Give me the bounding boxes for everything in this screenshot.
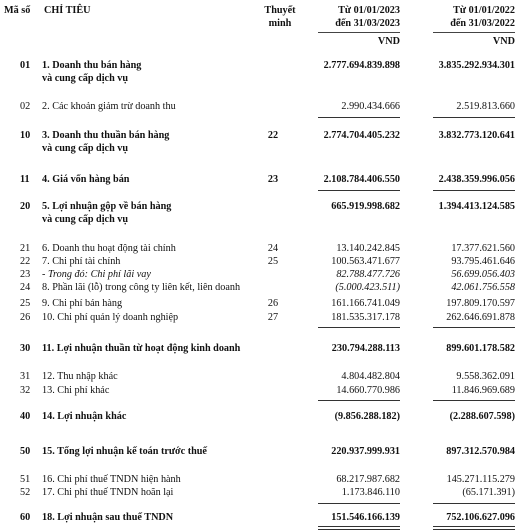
- row-code: 60: [20, 512, 31, 523]
- row-label-2: và cung cấp dịch vụ: [42, 73, 129, 84]
- header-indicator: CHỈ TIÊU: [44, 5, 91, 16]
- row-value-2023: 2.774.704.405.232: [323, 130, 400, 141]
- row-value-2023: 151.546.166.139: [331, 512, 400, 523]
- row-code: 22: [20, 256, 31, 267]
- row-code: 51: [20, 474, 31, 485]
- row-label: 2. Các khoản giảm trừ doanh thu: [42, 101, 176, 112]
- row-label-2: và cung cấp dịch vụ: [42, 143, 129, 154]
- header-col1-rule: [318, 32, 400, 33]
- row-code: 21: [20, 243, 31, 254]
- header-code: Mã số: [4, 5, 31, 16]
- row-value-2022: 897.312.570.984: [446, 446, 515, 457]
- row-label: 9. Chi phí bán hàng: [42, 298, 123, 309]
- row-label: 17. Chi phí thuế TNDN hoãn lại: [42, 487, 174, 498]
- row-value-2022: 42.061.756.558: [451, 282, 515, 293]
- row-value-2022: 2.519.813.660: [456, 101, 515, 112]
- row-label: 4. Giá vốn hàng bán: [42, 174, 130, 185]
- row-value-2022: 2.438.359.996.056: [438, 174, 515, 185]
- row-value-2022: 262.646.691.878: [446, 312, 515, 323]
- row-label: 7. Chi phí tài chính: [42, 256, 121, 267]
- total-double-rule-2: [433, 526, 515, 530]
- row-value-2023: 1.173.846.110: [341, 487, 400, 498]
- row-value-2023: (9.856.288.182): [334, 411, 400, 422]
- row-label-2: và cung cấp dịch vụ: [42, 214, 129, 225]
- row-value-2022: 899.601.178.582: [446, 343, 515, 354]
- subtotal-rule-2: [433, 327, 515, 328]
- header-col1-line1: Từ 01/01/2023: [338, 5, 400, 16]
- table-header: [0, 0, 524, 56]
- row-value-2023: 161.166.741.049: [331, 298, 400, 309]
- header-col2-line2: đến 31/03/2022: [450, 18, 515, 29]
- row-label: 15. Tổng lợi nhuận kế toán trước thuế: [42, 446, 207, 457]
- row-value-2023: 230.794.288.113: [331, 343, 400, 354]
- row-note: 26: [267, 298, 279, 309]
- row-value-2022: (2.288.607.598): [449, 411, 515, 422]
- header-col2-rule: [433, 32, 515, 33]
- row-label: 10. Chi phí quản lý doanh nghiệp: [42, 312, 179, 323]
- row-code: 40: [20, 411, 31, 422]
- header-col1-line2: đến 31/03/2023: [335, 18, 400, 29]
- row-value-2023: 82.788.477.726: [336, 269, 400, 280]
- row-label: 18. Lợi nhuận sau thuế TNDN: [42, 512, 174, 523]
- row-label: 11. Lợi nhuận thuần từ hoạt động kinh doanh: [42, 343, 241, 354]
- subtotal-rule-2: [433, 190, 515, 191]
- row-value-2022: 56.699.056.403: [451, 269, 515, 280]
- subtotal-rule-1: [318, 117, 400, 118]
- subtotal-rule-2: [433, 117, 515, 118]
- row-code: 31: [20, 371, 31, 382]
- row-code: 24: [20, 282, 31, 293]
- row-note: 25: [267, 256, 279, 267]
- row-code: 52: [20, 487, 31, 498]
- row-value-2022: 3.835.292.934.301: [438, 60, 515, 71]
- subtotal-rule-1: [318, 190, 400, 191]
- row-value-2023: 2.777.694.839.898: [323, 60, 400, 71]
- row-value-2022: 93.795.461.646: [451, 256, 515, 267]
- row-value-2022: 1.394.413.124.585: [438, 201, 515, 212]
- total-double-rule-1: [318, 526, 400, 530]
- header-col2-unit: VND: [492, 36, 515, 47]
- row-label: 3. Doanh thu thuần bán hàng: [42, 130, 170, 141]
- row-note: 27: [267, 312, 279, 323]
- header-col1-unit: VND: [377, 36, 400, 47]
- row-value-2023: (5.000.423.511): [335, 282, 400, 293]
- row-value-2022: 9.558.362.091: [456, 371, 515, 382]
- row-label: 12. Thu nhập khác: [42, 371, 118, 382]
- row-code: 23: [20, 269, 31, 280]
- row-label: 13. Chi phí khác: [42, 385, 110, 396]
- row-code: 26: [20, 312, 31, 323]
- row-value-2023: 100.563.471.677: [331, 256, 400, 267]
- row-label: 6. Doanh thu hoạt động tài chính: [42, 243, 176, 254]
- row-label: 1. Doanh thu bán hàng: [42, 60, 142, 71]
- row-code: 10: [20, 130, 31, 141]
- row-value-2022: 3.832.773.120.641: [438, 130, 515, 141]
- subtotal-rule-1: [318, 400, 400, 401]
- row-label: - Trong đó: Chi phí lãi vay: [42, 269, 151, 280]
- header-note-2: minh: [268, 18, 292, 29]
- row-label: 8. Phần lãi (lỗ) trong công ty liên kết, liên doanh: [42, 282, 241, 293]
- row-value-2023: 2.108.784.406.550: [323, 174, 400, 185]
- row-code: 01: [20, 60, 31, 71]
- row-code: 30: [20, 343, 31, 354]
- row-value-2022: 145.271.115.279: [446, 474, 515, 485]
- row-value-2023: 2.990.434.666: [341, 101, 400, 112]
- row-code: 11: [20, 174, 30, 185]
- row-value-2022: 11.846.969.689: [451, 385, 515, 396]
- row-note: 22: [267, 130, 279, 141]
- header-note-1: Thuyết: [264, 5, 296, 16]
- row-code: 20: [20, 201, 31, 212]
- row-value-2022: 752.106.627.096: [446, 512, 515, 523]
- row-value-2022: (65.171.391): [462, 487, 515, 498]
- row-code: 50: [20, 446, 31, 457]
- row-value-2022: 17.377.621.560: [451, 243, 515, 254]
- row-note: 23: [267, 174, 279, 185]
- subtotal-rule-1: [318, 503, 400, 504]
- row-value-2023: 665.919.998.682: [331, 201, 400, 212]
- row-value-2023: 220.937.999.931: [331, 446, 400, 457]
- subtotal-rule-2: [433, 503, 515, 504]
- row-value-2023: 13.140.242.845: [336, 243, 400, 254]
- subtotal-rule-1: [318, 327, 400, 328]
- row-value-2023: 68.217.987.682: [336, 474, 400, 485]
- row-code: 25: [20, 298, 31, 309]
- row-value-2022: 197.809.170.597: [446, 298, 515, 309]
- row-value-2023: 181.535.317.178: [331, 312, 400, 323]
- row-value-2023: 4.804.482.804: [341, 371, 400, 382]
- row-label: 16. Chi phí thuế TNDN hiện hành: [42, 474, 181, 485]
- row-code: 32: [20, 385, 31, 396]
- row-value-2023: 14.660.770.986: [336, 385, 400, 396]
- row-note: 24: [267, 243, 279, 254]
- row-label: 5. Lợi nhuận gộp về bán hàng: [42, 201, 172, 212]
- header-col2-line1: Từ 01/01/2022: [453, 5, 515, 16]
- row-label: 14. Lợi nhuận khác: [42, 411, 127, 422]
- row-code: 02: [20, 101, 31, 112]
- subtotal-rule-2: [433, 400, 515, 401]
